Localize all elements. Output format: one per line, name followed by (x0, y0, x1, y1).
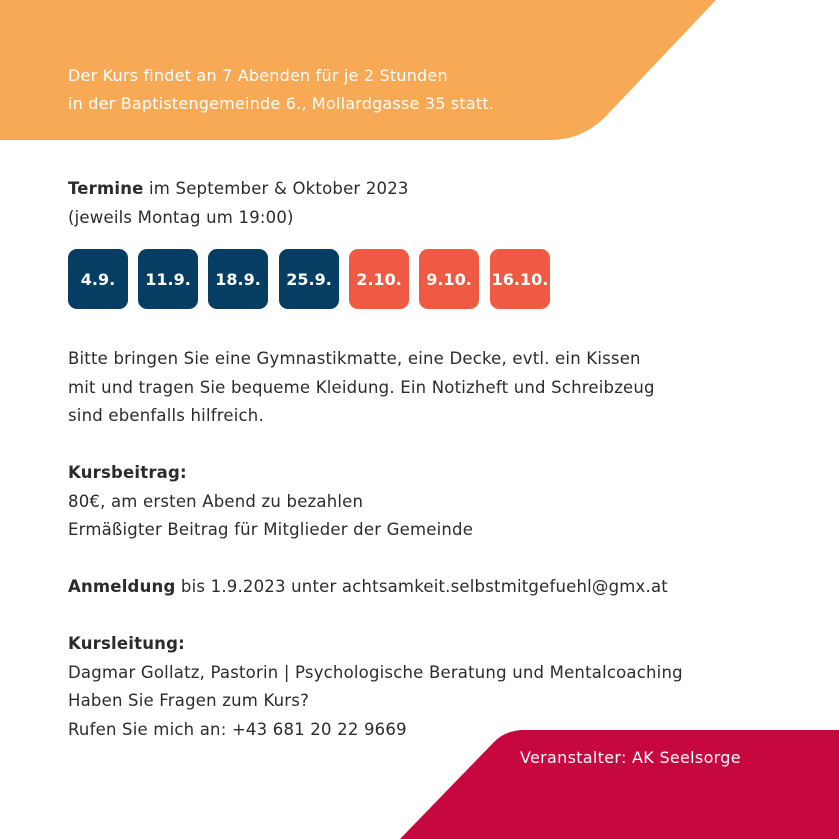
bottom-banner-shape (0, 730, 839, 839)
bottom-banner (0, 730, 839, 839)
anmeldung-label: Anmeldung (68, 577, 176, 596)
termine-label: Termine (68, 179, 144, 198)
leitung-line-1: Dagmar Gollatz, Pastorin | Psychologische Beratung und Mentalcoaching (68, 662, 683, 682)
date-badge: 2.10. (349, 249, 409, 309)
beitrag-line-1: 80€, am ersten Abend zu bezahlen (68, 491, 364, 511)
termine-heading (68, 175, 409, 204)
top-banner (0, 0, 839, 140)
anmeldung-text: bis 1.9.2023 unter achtsamkeit.selbstmitgefuehl@gmx.at (175, 577, 668, 596)
date-badge: 25.9. (279, 249, 339, 309)
leitung-line-2: Haben Sie Fragen zum Kurs? (68, 691, 310, 710)
date-badge: 18.9. (208, 249, 268, 309)
header-text (68, 62, 494, 118)
leitung-section (68, 630, 683, 744)
header-line-2: in der Baptistengemeinde 6., Mollardgasse 35 statt. (68, 94, 495, 113)
termine-section (68, 175, 409, 232)
beitrag-label: Kursbeitrag: (68, 463, 187, 482)
anmeldung-line (68, 573, 668, 602)
bring-line-1: Bitte bringen Sie eine Gymnastikmatte, eine Decke, evtl. ein Kissen (68, 349, 641, 368)
leitung-label: Kursleitung: (68, 634, 185, 653)
header-line-1: Der Kurs findet an 7 Abenden für je 2 Stunden (68, 66, 448, 85)
bring-paragraph (68, 345, 655, 431)
date-badge: 11.9. (138, 249, 198, 309)
leitung-line-3: Rufen Sie mich an: +43 681 20 22 9669 (68, 719, 407, 739)
date-badge: 4.9. (68, 249, 128, 309)
anmeldung-section (68, 573, 668, 602)
date-badge: 9.10. (419, 249, 479, 309)
beitrag-section (68, 459, 473, 545)
organizer-text: Veranstalter: AK Seelsorge (520, 748, 741, 767)
bring-line-2: mit und tragen Sie bequeme Kleidung. Ein Notizheft und Schreibzeug (68, 377, 655, 397)
bring-line-3: sind ebenfalls hilfreich. (68, 406, 264, 425)
beitrag-line-2: Ermäßigter Beitrag für Mitglieder der Gemeinde (68, 520, 474, 539)
termine-text: im September & Oktober 2023 (143, 179, 409, 198)
termine-time: (jeweils Montag um 19:00) (68, 207, 294, 227)
date-badge: 16.10. (490, 249, 550, 309)
